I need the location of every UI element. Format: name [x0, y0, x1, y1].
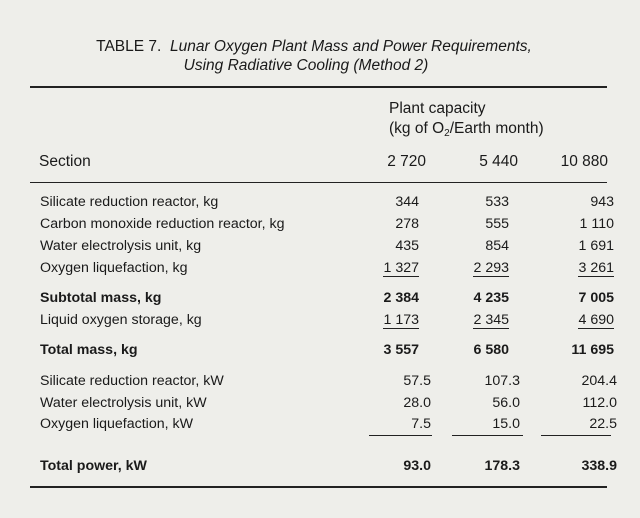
cell: 4 235 — [473, 290, 509, 306]
row-label: Water electrolysis unit, kW — [40, 395, 207, 411]
section-header: Section — [39, 153, 91, 170]
cell: 1 691 — [578, 238, 614, 254]
col-header-2: 5 440 — [479, 153, 518, 170]
row-label-bold: Total power, kW — [40, 458, 147, 474]
header-rule — [30, 182, 607, 183]
cell: 854 — [485, 238, 509, 254]
cell: 15.0 — [492, 416, 520, 432]
row-label: Oxygen liquefaction, kW — [40, 416, 193, 432]
power-sum-rule-1 — [369, 435, 432, 436]
cell: 278 — [395, 216, 419, 232]
cell: 7.5 — [411, 416, 431, 432]
cell: 943 — [590, 194, 614, 210]
cell: 93.0 — [403, 458, 431, 474]
cell: 7 005 — [578, 290, 614, 306]
table-caption-line2 — [0, 56, 626, 75]
cell: 6 580 — [473, 342, 509, 358]
units-subscript: 2 — [444, 128, 450, 139]
row-label: Oxygen liquefaction, kg — [40, 260, 188, 276]
row-label-bold: Total mass, kg — [40, 342, 138, 358]
cell: 28.0 — [403, 395, 431, 411]
table-caption-line1 — [0, 37, 634, 56]
cell: 22.5 — [589, 416, 617, 432]
row-label: Liquid oxygen storage, kg — [40, 312, 202, 328]
plant-capacity-header: Plant capacity — [389, 100, 486, 117]
cell: 338.9 — [581, 458, 617, 474]
row-label: Silicate reduction reactor, kg — [40, 194, 219, 210]
cell: 4 690 — [578, 312, 614, 328]
cell: 2 345 — [473, 312, 509, 328]
cell: 533 — [485, 194, 509, 210]
units-header — [389, 119, 544, 138]
table-label: TABLE 7. — [96, 38, 162, 55]
cell: 1 173 — [383, 312, 419, 328]
cell: 57.5 — [403, 373, 431, 389]
cell: 2 384 — [383, 290, 419, 306]
cell: 1 327 — [383, 260, 419, 276]
power-sum-rule-3 — [541, 435, 611, 436]
cell: 435 — [395, 238, 419, 254]
cell: 1 110 — [579, 216, 614, 232]
col-header-1: 2 720 — [387, 153, 426, 170]
cell: 178.3 — [484, 458, 520, 474]
units-suffix: /Earth month) — [449, 120, 544, 137]
table-title-line1: Lunar Oxygen Plant Mass and Power Requirements, — [169, 38, 532, 55]
cell: 3 557 — [383, 342, 419, 358]
row-label: Carbon monoxide reduction reactor, kg — [40, 216, 285, 232]
col-header-3: 10 880 — [560, 153, 608, 170]
units-prefix: (kg of O — [389, 120, 445, 137]
table-title-line2: Using Radiative Cooling (Method 2) — [183, 57, 429, 74]
power-sum-rule-2 — [452, 435, 523, 436]
cell: 107.3 — [484, 373, 520, 389]
top-rule — [30, 86, 607, 88]
bottom-rule — [30, 486, 607, 488]
row-label: Silicate reduction reactor, kW — [40, 373, 224, 389]
cell: 555 — [485, 216, 509, 232]
cell: 3 261 — [578, 260, 614, 276]
row-label-bold: Subtotal mass, kg — [40, 290, 162, 306]
cell: 344 — [395, 194, 419, 210]
cell: 11 695 — [571, 342, 614, 358]
cell: 2 293 — [473, 260, 509, 276]
cell: 56.0 — [492, 395, 520, 411]
row-label: Water electrolysis unit, kg — [40, 238, 202, 254]
cell: 204.4 — [581, 373, 617, 389]
cell: 112.0 — [582, 395, 617, 411]
